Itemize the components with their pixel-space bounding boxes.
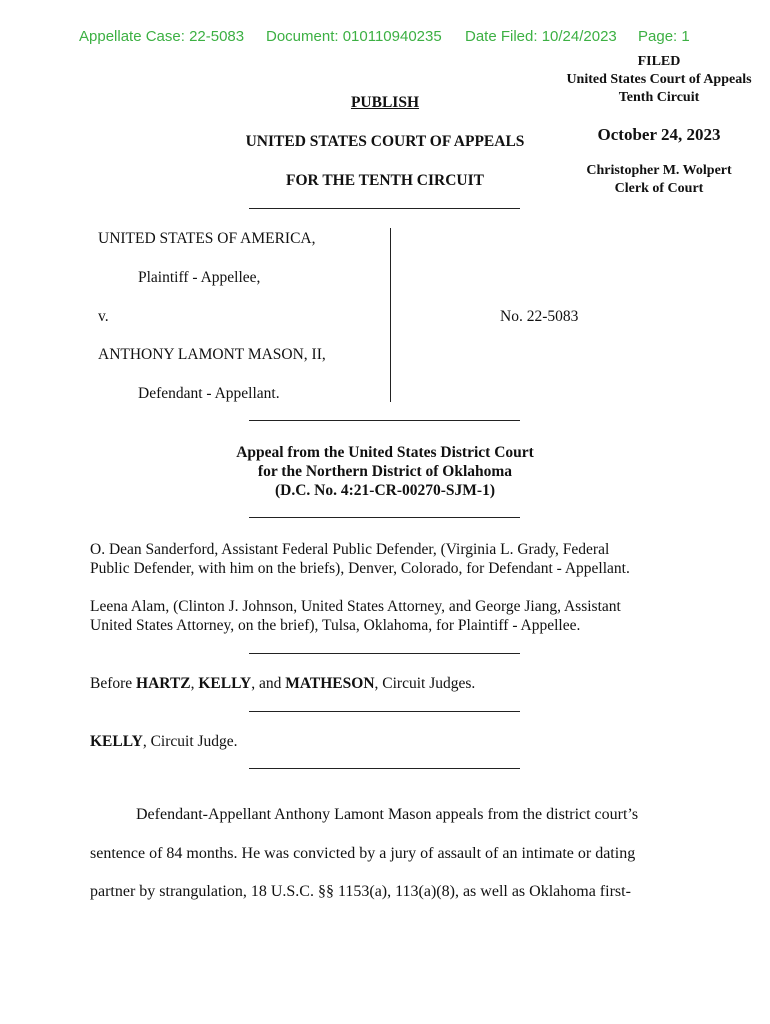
divider: [249, 768, 520, 769]
divider: [249, 711, 520, 712]
filed-court: United States Court of Appeals: [566, 72, 752, 87]
publish-label: PUBLISH: [350, 94, 420, 111]
header-document: Document: 010110940235: [266, 28, 442, 45]
appeal-block: [185, 443, 585, 500]
judge-name: HARTZ: [136, 675, 191, 692]
defendant-role: Defendant - Appellant.: [138, 385, 280, 402]
defendant-name: ANTHONY LAMONT MASON, II,: [98, 346, 326, 363]
filed-date: October 24, 2023: [597, 125, 721, 144]
counsel-line: Public Defender, with him on the briefs), Denver, Colorado, for Defendant - Appellant.: [90, 560, 630, 577]
filed-circuit: Tenth Circuit: [618, 90, 700, 105]
divider: [249, 653, 520, 654]
author-name: KELLY: [90, 733, 143, 750]
counsel-line: Leena Alam, (Clinton J. Johnson, United States Attorney, and George Jiang, Assistant: [90, 598, 621, 615]
panel-sep: , and: [251, 675, 286, 692]
appeal-line: Appeal from the United States District Court: [236, 444, 534, 461]
panel-suffix: , Circuit Judges.: [374, 675, 476, 692]
plaintiff-name: UNITED STATES OF AMERICA,: [98, 230, 316, 247]
caption-divider: [390, 228, 391, 402]
appeal-line: (D.C. No. 4:21-CR-00270-SJM-1): [275, 482, 495, 499]
appeal-line: for the Northern District of Oklahoma: [257, 463, 513, 480]
divider: [249, 208, 520, 209]
header-date-filed: Date Filed: 10/24/2023: [465, 28, 617, 45]
panel-sep: ,: [190, 675, 199, 692]
divider: [249, 420, 520, 421]
author-suffix: , Circuit Judge.: [142, 733, 238, 750]
case-number: No. 22-5083: [500, 308, 579, 325]
document-header: [0, 28, 770, 48]
opinion-line: Defendant-Appellant Anthony Lamont Mason appeals from the district court’s: [136, 806, 639, 823]
plaintiff-role: Plaintiff - Appellee,: [138, 269, 261, 286]
counsel-appellant: [90, 540, 710, 578]
divider: [249, 517, 520, 518]
filed-label: FILED: [637, 54, 681, 69]
opinion-line: partner by strangulation, 18 U.S.C. §§ 1153(a), 113(a)(8), as well as Oklahoma first-: [90, 883, 631, 900]
judge-name: MATHESON: [285, 675, 375, 692]
judge-name: KELLY: [198, 675, 252, 692]
counsel-line: United States Attorney, on the brief), Tulsa, Oklahoma, for Plaintiff - Appellee.: [90, 617, 581, 634]
opinion-line: sentence of 84 months. He was convicted by a jury of assault of an intimate or dating: [90, 845, 636, 862]
versus: v.: [98, 308, 109, 325]
panel-line: [90, 675, 475, 693]
filed-stamp: [548, 53, 770, 198]
counsel-line: O. Dean Sanderford, Assistant Federal Public Defender, (Virginia L. Grady, Federal: [90, 541, 610, 558]
circuit-name: FOR THE TENTH CIRCUIT: [286, 172, 484, 189]
author-line: [90, 733, 238, 751]
header-page: Page: 1: [638, 28, 690, 45]
court-name: UNITED STATES COURT OF APPEALS: [245, 133, 525, 150]
counsel-appellee: [90, 597, 710, 635]
header-case: Appellate Case: 22-5083: [79, 28, 245, 45]
clerk-title: Clerk of Court: [614, 181, 704, 196]
clerk-name: Christopher M. Wolpert: [586, 163, 732, 178]
panel-before: Before: [90, 675, 137, 692]
